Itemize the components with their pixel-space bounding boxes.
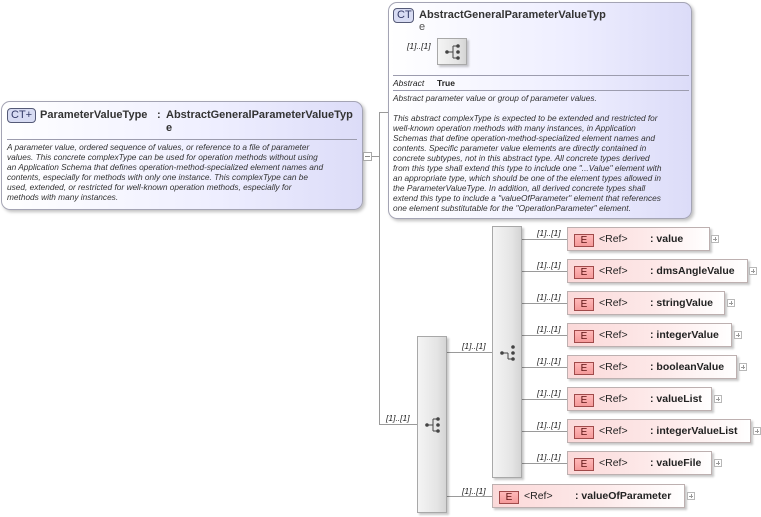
ref-label: <Ref> xyxy=(599,361,628,373)
inner-choice-cardinality: [1]..[1] xyxy=(462,341,486,351)
element-icon: E xyxy=(574,458,594,471)
element-icon: E xyxy=(574,362,594,375)
ct-badge-label: CT xyxy=(397,9,412,21)
connector-choice-5 xyxy=(522,399,567,400)
element-icon: E xyxy=(574,426,594,439)
element-name: : dmsAngleValue xyxy=(650,265,735,277)
ref-label: <Ref> xyxy=(599,425,628,437)
element-cardinality: [1]..[1] xyxy=(537,452,561,462)
connector-choice-1 xyxy=(522,271,567,272)
element-icon: E xyxy=(574,266,594,279)
element-name: : valueList xyxy=(650,393,702,405)
connector-main-to-spine xyxy=(372,156,379,157)
complex-type-extension-icon xyxy=(7,108,36,123)
connector-choice-4 xyxy=(522,367,567,368)
element-icon: E xyxy=(574,394,594,407)
element-name: : integerValue xyxy=(650,329,719,341)
connector-choice-7 xyxy=(522,463,567,464)
connector-choice-3 xyxy=(522,335,567,336)
element-cardinality: [1]..[1] xyxy=(537,292,561,302)
sequence-icon xyxy=(424,416,442,434)
abstract-property-label: Abstract xyxy=(393,78,425,88)
element-name: : valueOfParameter xyxy=(575,490,672,502)
base-type-summary: Abstract parameter value or group of parameter values. xyxy=(393,93,597,103)
element-name: : stringValue xyxy=(650,297,714,309)
base-type-name-line2: e xyxy=(419,21,426,33)
ct-badge-label: CT+ xyxy=(11,109,33,121)
description-line: from this type shall extend this type to include one "...Value" element with xyxy=(393,163,662,173)
divider xyxy=(7,139,357,140)
element-icon: E xyxy=(574,330,594,343)
connector-spine-to-outer-sequence xyxy=(379,424,417,425)
type-separator: : xyxy=(157,109,161,121)
sequence-icon xyxy=(444,43,462,61)
element-cardinality: [1]..[1] xyxy=(537,324,561,334)
description-line: one element substitutable for the "OperationParameter" element. xyxy=(393,203,631,213)
description-line: A parameter value, ordered sequence of values, or reference to a file of parameter xyxy=(7,142,310,152)
expand-icon[interactable] xyxy=(749,267,757,275)
expand-icon[interactable] xyxy=(687,492,695,500)
element-name: : valueFile xyxy=(650,457,702,469)
connector-spine-to-base xyxy=(379,112,388,113)
ref-label: <Ref> xyxy=(599,457,628,469)
ref-label: <Ref> xyxy=(524,490,553,502)
ref-label: <Ref> xyxy=(599,233,628,245)
description-line: This abstract complexType is expected to be extended and restricted for xyxy=(393,113,658,123)
expand-icon[interactable] xyxy=(727,299,735,307)
complex-type-icon xyxy=(393,8,414,23)
connector-outer-to-valueofparameter xyxy=(447,496,492,497)
element-icon: E xyxy=(499,491,519,504)
description-line: well-known operation methods with many instances, in Application xyxy=(393,123,636,133)
description-line: values. This concrete complexType can be used for operation methods without using xyxy=(7,152,318,162)
expand-icon[interactable] xyxy=(739,363,747,371)
description-line: contents, especially for methods with only one instance. This complexType can be xyxy=(7,172,308,182)
element-boolean-value[interactable] xyxy=(567,355,737,379)
base-type-name-line1: AbstractGeneralParameterValueTyp xyxy=(419,9,606,21)
element-cardinality: [1]..[1] xyxy=(537,388,561,398)
description-line: an appropriate type, which should be one of the element types allowed in xyxy=(393,173,661,183)
ref-label: <Ref> xyxy=(599,297,628,309)
connector-spine xyxy=(379,112,380,424)
connector-outer-to-inner xyxy=(447,352,492,353)
element-cardinality: [1]..[1] xyxy=(537,228,561,238)
outer-sequence-compositor[interactable] xyxy=(417,336,447,513)
inner-choice-compositor[interactable] xyxy=(492,226,522,478)
description-line: contents. Specific parameter value elements are directly contained in xyxy=(393,143,647,153)
description-line: concrete subtypes, not in this abstract type. All concrete types derived xyxy=(393,153,650,163)
element-string-value[interactable] xyxy=(567,291,725,315)
outer-sequence-cardinality: [1]..[1] xyxy=(386,413,410,423)
type-name: ParameterValueType xyxy=(40,109,148,121)
base-sequence-compositor[interactable] xyxy=(437,38,467,65)
element-value-file[interactable] xyxy=(567,451,712,475)
parameter-value-type-box[interactable] xyxy=(1,101,363,210)
element-value-list[interactable] xyxy=(567,387,712,411)
element-name: : integerValueList xyxy=(650,425,738,437)
sequence-cardinality: [1]..[1] xyxy=(407,41,431,51)
description-line: the ParameterValueType. In addition, all derived concrete types shall xyxy=(393,183,646,193)
expand-icon[interactable] xyxy=(753,427,761,435)
divider xyxy=(393,75,689,76)
element-value-of-parameter[interactable] xyxy=(492,484,685,508)
element-cardinality: [1]..[1] xyxy=(537,356,561,366)
description-line: used, extended, or restricted for well-known operation methods, especially for xyxy=(7,182,292,192)
description-line: methods with many instances. xyxy=(7,192,119,202)
element-cardinality: [1]..[1] xyxy=(462,486,486,496)
type-description xyxy=(7,142,359,202)
expand-icon[interactable] xyxy=(734,331,742,339)
base-type-line1: AbstractGeneralParameterValueTyp xyxy=(166,109,353,121)
element-name: : value xyxy=(650,233,684,245)
abstract-general-parameter-value-type-box[interactable] xyxy=(388,2,692,219)
ref-label: <Ref> xyxy=(599,329,628,341)
choice-icon xyxy=(499,344,517,362)
ref-label: <Ref> xyxy=(599,393,628,405)
expand-icon[interactable] xyxy=(711,235,719,243)
element-icon: E xyxy=(574,234,594,247)
collapse-toggle[interactable] xyxy=(363,152,372,161)
divider xyxy=(393,90,689,91)
connector-choice-0 xyxy=(522,239,567,240)
element-cardinality: [1]..[1] xyxy=(537,420,561,430)
element-integer-value[interactable] xyxy=(567,323,732,347)
element-integer-value-list[interactable] xyxy=(567,419,751,443)
connector-choice-6 xyxy=(522,431,567,432)
element-name: : booleanValue xyxy=(650,361,725,373)
element-dms-angle-value[interactable] xyxy=(567,259,748,283)
description-line: extend this type to include a "valueOfParameter" element that references xyxy=(393,193,661,203)
base-type-line2: e xyxy=(166,122,173,134)
element-value[interactable] xyxy=(567,227,710,251)
connector-choice-2 xyxy=(522,303,567,304)
ref-label: <Ref> xyxy=(599,265,628,277)
element-cardinality: [1]..[1] xyxy=(537,260,561,270)
description-line: Schemas that define operation-method-specialized element names and xyxy=(393,133,655,143)
base-type-description xyxy=(393,113,693,213)
element-icon: E xyxy=(574,298,594,311)
description-line: an Application Schema that defines operation-method-specialized element names and xyxy=(7,162,324,172)
expand-icon[interactable] xyxy=(714,395,722,403)
expand-icon[interactable] xyxy=(714,459,722,467)
abstract-property-value: True xyxy=(437,78,455,88)
